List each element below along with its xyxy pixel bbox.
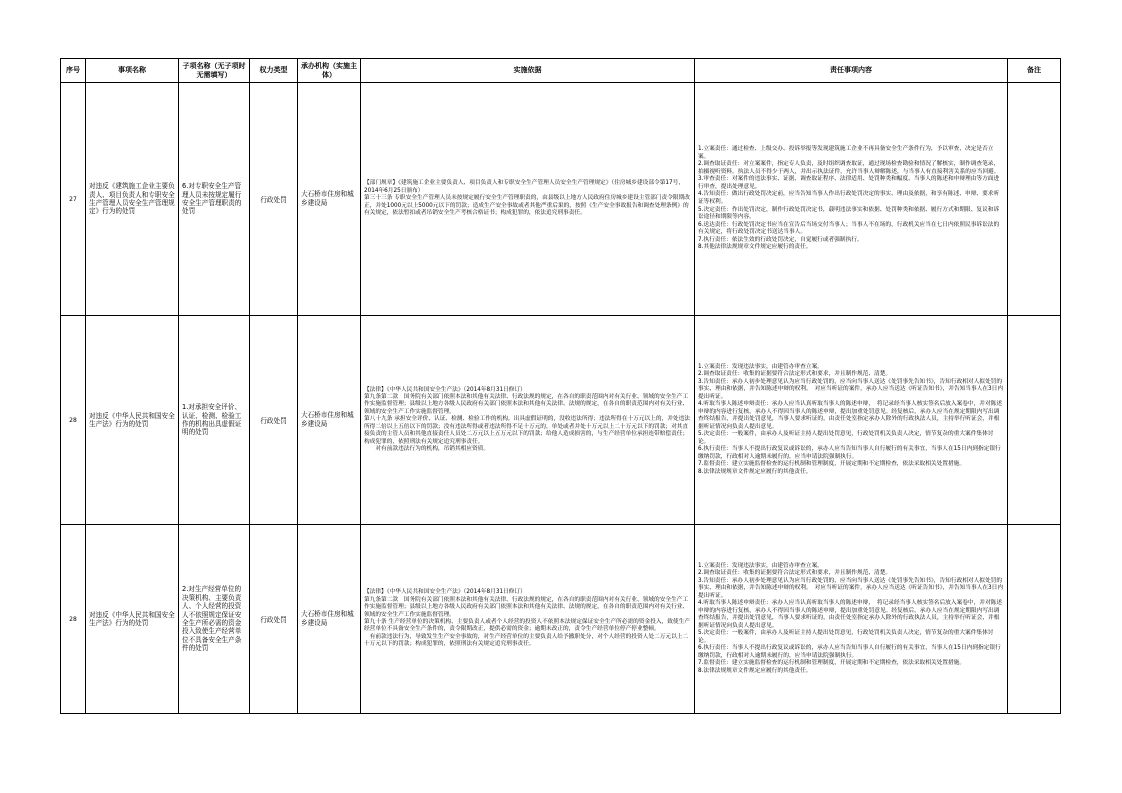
power-list-table	[60, 58, 1061, 714]
header-resp: 责任事项内容	[695, 59, 1008, 83]
handling-org: 大石桥市住房和城乡建设局	[298, 83, 361, 316]
header-name: 事项名称	[86, 59, 179, 83]
remarks	[1008, 83, 1061, 316]
item-name: 对违反《中华人民共和国安全生产法》行为的处罚	[86, 316, 179, 525]
table-row	[61, 525, 1061, 714]
item-name: 对违反《中华人民共和国安全生产法》行为的处罚	[86, 525, 179, 714]
power-type: 行政处罚	[250, 525, 298, 714]
header-note: 备注	[1008, 59, 1061, 83]
header-org: 承办机构（实施主体）	[298, 59, 361, 83]
responsibility-content: 1.立案责任：发现违法事实，由建管办审查立案。 2.调查取证责任：收集的证据要符合法定形式和要求，并且制作规范、清楚。 3.告知责任：承办人初步处理意见认为应当行政处罚的，应当向当事人送达《处罚事先告知书》，告知行政相对人拟处罚的事实、理由和依据，并告知陈述申辩的权利。 对应当听证的案件，承办人应当送达《听证告知书》，并告知当事人在3日内提出听证。 4.听取当事人陈述申辩责任：承办人应当认真听取当事人的陈述申辩， 将记录经当事人核实签名后放入案卷中，并对陈述申辩的内容进行复核，承办人不得因当事人的陈述申辩，提出加重处罚意见。经复核后，承办人应当在规定期限内写出调查终结报告，并提出处罚意见，当事人要求听证的，由责任处室指定承办人除外的行政执法人员，主持举行听证会，并根据听证情况向负责人提出意见。 5.决定责任：一般案件，由承办人及听证主持人提出处罚意见，行政处罚机关负责人决定，情节复杂的重大案件集体讨论。 6.执行责任：当事人不提出行政复议或诉讼的，承办人应当告知当事人自行履行的有关事宜，当事人在15日内到指定银行缴纳罚款，行政相对人逾期未履行的，应当申请法院强制执行。 7.监督责任：建立实施监督检查的运行机制和管理制度，开展定期和不定期检查，依法采取相关处置措施。 8.法律法规规章文件规定应履行的其他责任。	[695, 525, 1008, 714]
sub-item-name: 6.对专职安全生产管理人员未按规定履行安全生产管理职责的处罚	[179, 83, 250, 316]
sub-item-name: 2.对生产经营单位的决策机构、主要负责人、个人经营的投资人不依照规定保证安全生产所必需的资金投入致使生产经营单位不具备安全生产条件的处罚	[179, 525, 250, 714]
row-number: 27	[61, 83, 86, 316]
header-basis: 实施依据	[361, 59, 695, 83]
header-no: 序号	[61, 59, 86, 83]
item-name: 对违反《建筑施工企业主要负责人、项目负责人和专职安全生产管理人员安全生产管理规定》行为的处罚	[86, 83, 179, 316]
handling-org: 大石桥市住房和城乡建设局	[298, 316, 361, 525]
row-number: 28	[61, 316, 86, 525]
header-type: 权力类型	[250, 59, 298, 83]
header-row	[61, 59, 1061, 83]
handling-org: 大石桥市住房和城乡建设局	[298, 525, 361, 714]
remarks	[1008, 525, 1061, 714]
table-row	[61, 316, 1061, 525]
responsibility-content: 1.立案责任：通过检查、上级交办、投诉举报等发现建筑施工企业不再具备安全生产条件行为，予以审查，决定是否立案。 2.调查取证责任：对立案案件，指定专人负责，及时组织调查取证，通过现场检查勘验和情况了解核实，制作调查笔录，拍摄视听资料。执法人员不得少于两人，并出示执法证件，允许当事人辩解陈述，与当事人有直接利害关系的应当回避。 3.审查责任：对案件的违法事实、证据、调查取证程序、法律适用、处罚种类和幅度、当事人的陈述和申辩理由等方面进行审查，提出处理意见。 4.告知责任：做出行政处罚决定前，应当告知当事人作出行政处罚决定的事实、理由及依据，和享有陈述、申辩、要求听证等权利。 5.决定责任：作出处罚决定，制作行政处罚决定书，载明违法事实和依据、处罚种类和依据、履行方式和期限、复议和诉讼途径和期限等内容。 6.送达责任：行政处罚决定书应当在宣告后当场交付当事人；当事人不在场的，行政机关应当在七日内依照民事诉讼法的有关规定，将行政处罚决定书送达当事人。 7.执行责任：依法生效的行政处罚决定，自觉履行或者强制执行。 8.其他法律法规规章文件规定应履行的责任。	[695, 83, 1008, 316]
legal-basis: 【部门规章】《建筑施工企业主要负责人、项目负责人和专职安全生产管理人员安全生产管理规定》（住房城乡建设部令第17号，2014年6月25日颁布） 第三十三条 专职安全生产管理人员未按规定履行安全生产管理职责的，由县级以上地方人民政府住房城乡建设主管部门责令限期改正，并处1000元以上5000元以下的罚款；造成生产安全事故或者其他严重后果的，按照《生产安全事故报告和调查处理条例》的有关规定，依法暂扣或者吊销安全生产考核合格证书；构成犯罪的，依法追究刑事责任。	[361, 83, 695, 316]
row-number: 28	[61, 525, 86, 714]
legal-basis: 【法律】《中华人民共和国安全生产法》（2014年8月31日修订） 第九条第二款 国务院有关部门依照本法和其他有关法律、行政法规的规定，在各自的职责范围内对有关行业、领域的安全生产工作实施监督管理；县级以上地方各级人民政府有关部门依照本法和其他有关法律、法规的规定，在各自的职责范围内对有关行业、领域的安全生产工作实施监督管理。 第八十九条 承担安全评价、认证、检测、检验工作的机构，出具虚假证明的，没收违法所得；违法所得在十万元以上的，并处违法所得二倍以上五倍以下的罚款；没有违法所得或者违法所得不足十万元的，单处或者并处十万元以上二十万元以下的罚款；对其直接负责的主管人员和其他直接责任人员处二万元以上五万元以下的罚款；给他人造成损害的，与生产经营单位承担连带赔偿责任；构成犯罪的，依照刑法有关规定追究刑事责任。 对有前款违法行为的机构，吊销其相应资质。	[361, 316, 695, 525]
remarks	[1008, 316, 1061, 525]
sub-item-name: 1.对承担安全评价、认证、检测、检验工作的机构出具虚假证明的处罚	[179, 316, 250, 525]
responsibility-content: 1.立案责任：发现违法事实，由建管办审查立案。 2.调查取证责任：收集的证据要符合法定形式和要求，并且制作规范、清楚。 3.告知责任：承办人初步处理意见认为应当行政处罚的，应当向当事人送达《处罚事先告知书》，告知行政相对人拟处罚的事实、理由和依据，并告知陈述申辩的权利。 对应当听证的案件，承办人应当送达《听证告知书》，并告知当事人在3日内提出听证。 4.听取当事人陈述申辩责任：承办人应当认真听取当事人的陈述申辩， 将记录经当事人核实签名后放入案卷中，并对陈述申辩的内容进行复核，承办人不得因当事人的陈述申辩，提出加重处罚意见。经复核后，承办人应当在规定期限内写出调查终结报告，并提出处罚意见，当事人要求听证的，由责任处室指定承办人除外的行政执法人员，主持举行听证会，并根据听证情况向负责人提出意见。 5.决定责任：一般案件，由承办人及听证主持人提出处罚意见，行政处罚机关负责人决定，情节复杂的重大案件集体讨论。 6.执行责任：当事人不提出行政复议或诉讼的，承办人应当告知当事人自行履行的有关事宜，当事人在15日内到指定银行缴纳罚款，行政相对人逾期未履行的，应当申请法院强制执行。 7.监督责任：建立实施监督检查的运行机制和管理制度，开展定期和不定期检查，依法采取相关处置措施。 8.法律法规规章文件规定应履行的其他责任。	[695, 316, 1008, 525]
power-type: 行政处罚	[250, 316, 298, 525]
legal-basis: 【法律】《中华人民共和国安全生产法》（2014年8月31日修订） 第九条第二款 国务院有关部门依照本法和其他有关法律、行政法规的规定，在各自的职责范围内对有关行业、领域的安全生产工作实施监督管理；县级以上地方各级人民政府有关部门依照本法和其他有关法律、法规的规定，在各自的职责范围内对有关行业、领域的安全生产工作实施监督管理。 第九十条 生产经营单位的决策机构、主要负责人或者个人经营的投资人不依照本法规定保证安全生产所必需的资金投入，致使生产经营单位不具备安全生产条件的，责令限期改正，提供必需的资金；逾期未改正的，责令生产经营单位停产停业整顿。 有前款违法行为，导致发生生产安全事故的，对生产经营单位的主要负责人给予撤职处分，对个人经营的投资人处二万元以上二十万元以下的罚款；构成犯罪的，依照刑法有关规定追究刑事责任。	[361, 525, 695, 714]
header-sub: 子项名称（无子项时无需填写）	[179, 59, 250, 83]
power-type: 行政处罚	[250, 83, 298, 316]
table-row	[61, 83, 1061, 316]
